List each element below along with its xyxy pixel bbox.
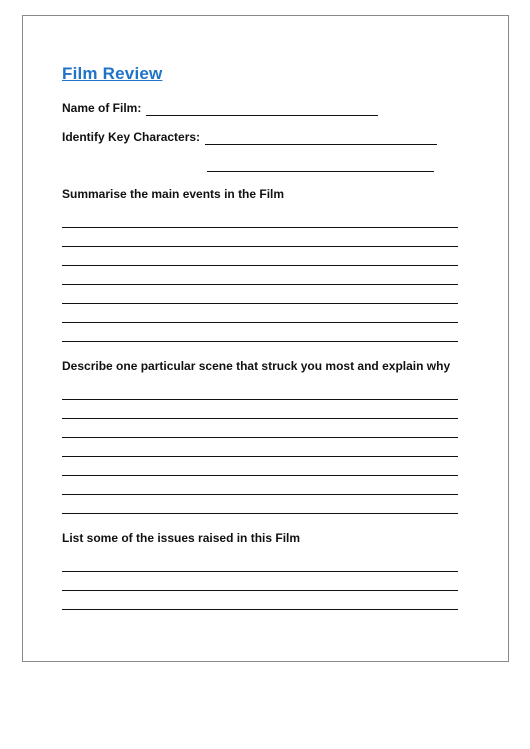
key-characters-label: Identify Key Characters: <box>62 130 201 144</box>
issues-line[interactable] <box>62 590 458 591</box>
film-name-field[interactable] <box>146 115 378 116</box>
summary-line[interactable] <box>62 246 458 247</box>
film-name-label: Name of Film: <box>62 101 142 115</box>
scene-line[interactable] <box>62 399 458 400</box>
issues-line[interactable] <box>62 571 458 572</box>
scene-line[interactable] <box>62 475 458 476</box>
summary-line[interactable] <box>62 322 458 323</box>
section-heading-scene: Describe one particular scene that struck you most and explain why <box>62 359 451 373</box>
key-characters-field-1[interactable] <box>205 144 437 145</box>
scene-line[interactable] <box>62 513 458 514</box>
summary-line[interactable] <box>62 265 458 266</box>
summary-line[interactable] <box>62 303 458 304</box>
key-characters-field-2[interactable] <box>207 171 434 172</box>
scene-line[interactable] <box>62 437 458 438</box>
scene-line[interactable] <box>62 418 458 419</box>
scene-line[interactable] <box>62 456 458 457</box>
summary-line[interactable] <box>62 227 458 228</box>
section-heading-summary: Summarise the main events in the Film <box>62 187 285 201</box>
page-title: Film Review <box>62 64 163 83</box>
scene-line[interactable] <box>62 494 458 495</box>
section-heading-issues: List some of the issues raised in this Film <box>62 531 301 545</box>
summary-line[interactable] <box>62 341 458 342</box>
issues-line[interactable] <box>62 609 458 610</box>
summary-line[interactable] <box>62 284 458 285</box>
